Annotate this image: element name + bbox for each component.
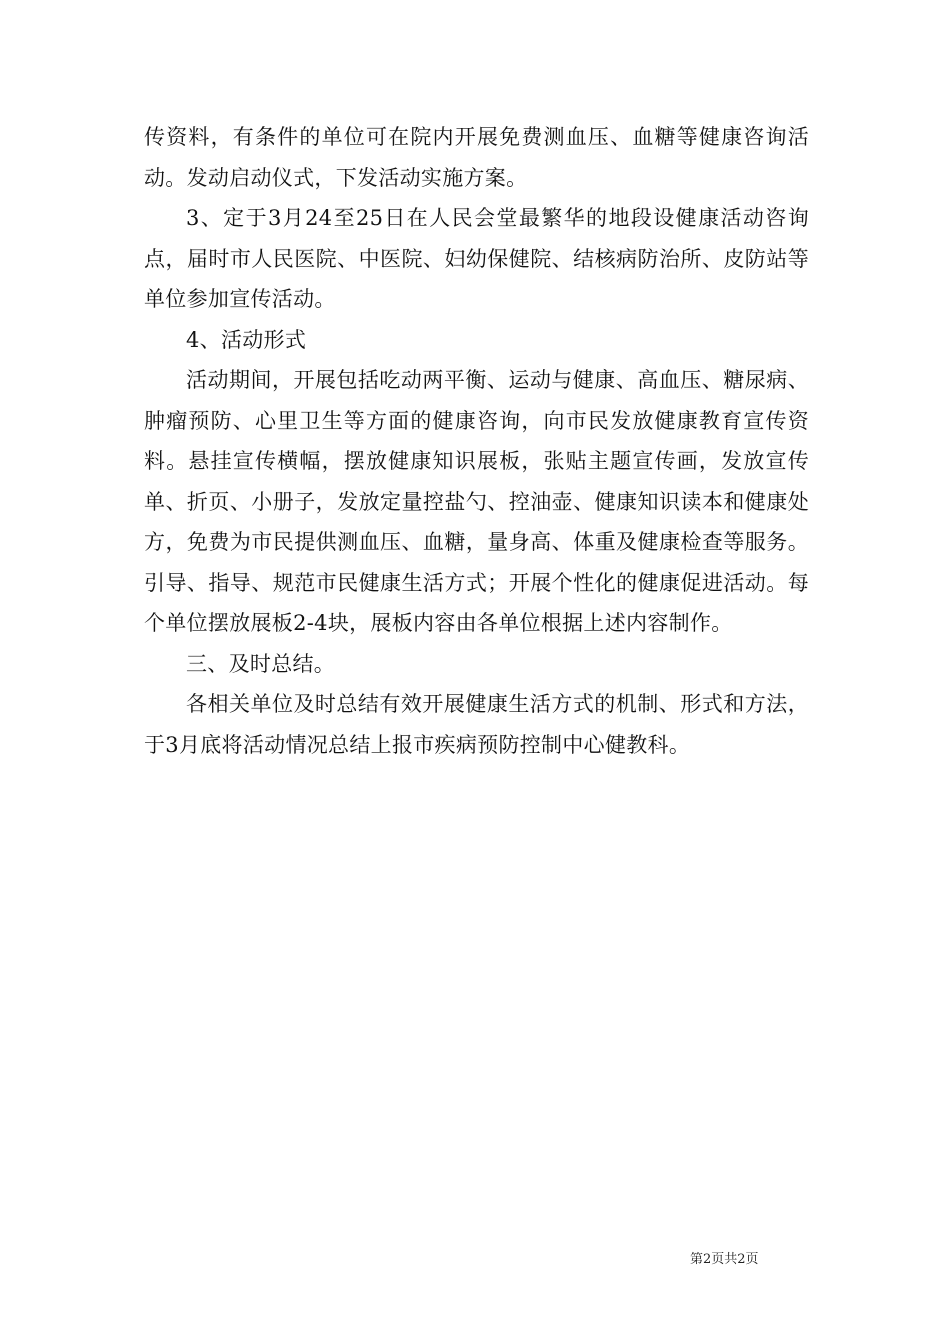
heading-section-3: 三、及时总结。: [186, 651, 336, 676]
paragraph-item-3: 3、定于3月24至25日在人民会堂最繁华的地段设健康活动咨询点，届时市人民医院、中医院、妇幼保健院、结核病防治所、皮防站等单位参加宣传活动。: [144, 206, 809, 311]
heading-item-4: 4、活动形式: [186, 327, 307, 352]
document-body: [144, 117, 809, 765]
paragraph-continuation: 传资料，有条件的单位可在院内开展免费测血压、血糖等健康咨询活动。发动启动仪式，下发活动实施方案。: [144, 125, 809, 190]
paragraph-summary: 各相关单位及时总结有效开展健康生活方式的机制、形式和方法，于3月底将活动情况总结上报市疾病预防控制中心健教科。: [144, 692, 809, 757]
paragraph-activity-form: 活动期间，开展包括吃动两平衡、运动与健康、高血压、糖尿病、肿瘤预防、心里卫生等方面的健康咨询，向市民发放健康教育宣传资料。悬挂宣传横幅，摆放健康知识展板，张贴主题宣传画，发放宣传单、折页、小册子，发放定量控盐勺、控油壶、健康知识读本和健康处方，免费为市民提供测血压、血糖，量身高、体重及健康检查等服务。引导、指导、规范市民健康生活方式；开展个性化的健康促进活动。每个单位摆放展板2-4块，展板内容由各单位根据上述内容制作。: [144, 368, 809, 635]
page-number-footer: 第2页共2页: [690, 1252, 759, 1267]
